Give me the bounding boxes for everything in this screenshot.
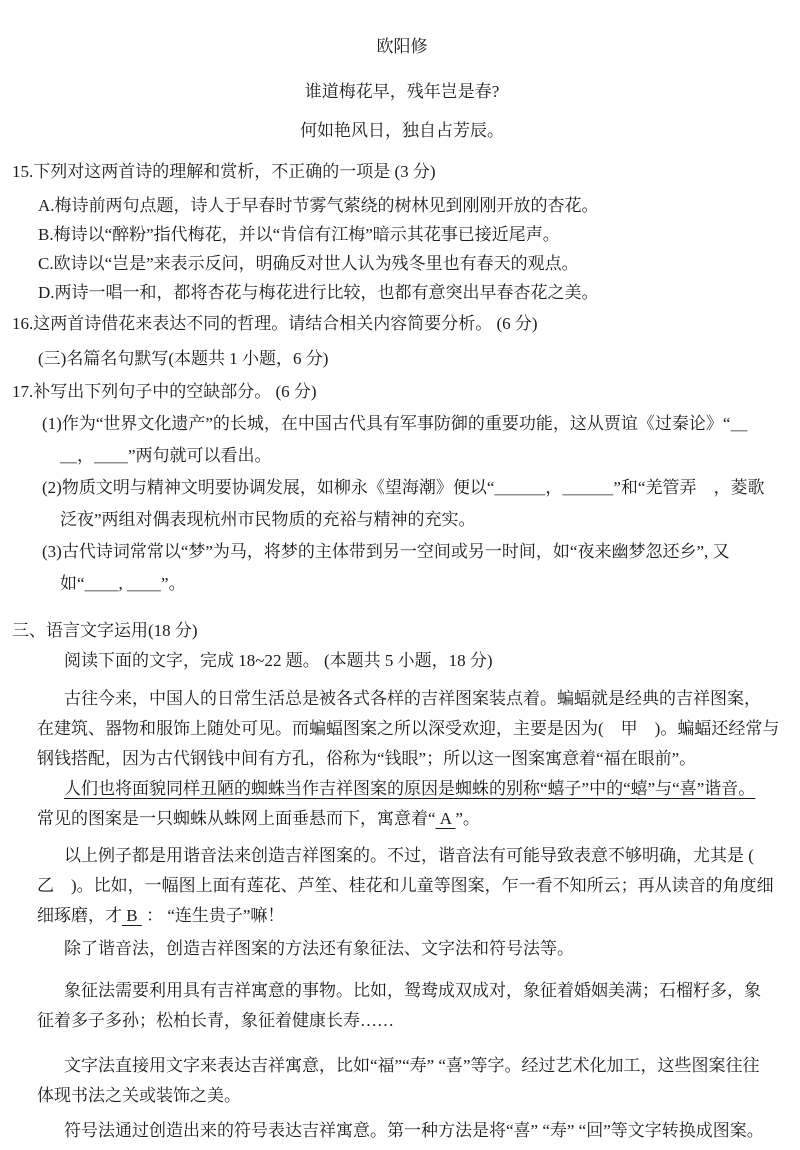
poem-author: 欧阳修 (376, 37, 428, 56)
poem-line-2: 何如艳风日，独自占芳辰。 (300, 121, 504, 140)
paragraph-3-line-2: 乙 )。比如，一幅图上面有莲花、芦笙、桂花和儿童等图案，乍一看不知所云；再从读音的角度细 (37, 876, 774, 895)
section-3-header: (三)名篇名句默写(本题共 1 小题，6 分) (38, 349, 329, 368)
part-3-intro: 阅读下面的文字，完成 18~22 题。 (本题共 5 小题，18 分) (64, 651, 493, 670)
question-15-option-d: D.两诗一唱一和，都将杏花与梅花进行比较，也都有意突出早春杏花之美。 (38, 283, 599, 302)
question-17-item-1-line-2: ＿，＿＿”两句就可以看出。 (60, 446, 272, 465)
paragraph-1-line-2: 在建筑、器物和服饰上随处可见。而蝙蝠图案之所以深受欢迎，主要是因为( 甲 )。蝙蝠还经常与 (37, 719, 780, 738)
paragraph-3-line-1: 以上例子都是用谐音法来创造吉祥图案的。不过，谐音法有可能导致表意不够明确，尤其是 ( (64, 846, 754, 865)
question-16-stem: 16.这两首诗借花来表达不同的哲理。请结合相关内容简要分析。 (6 分) (12, 314, 538, 333)
question-17-item-1-line-1: (1)作为“世界文化遗产”的长城，在中国古代具有军事防御的重要功能，这从贾谊《过秦论》“＿ (42, 414, 748, 433)
question-17-stem: 17.补写出下列句子中的空缺部分。 (6 分) (12, 382, 317, 401)
poem-line-1: 谁道梅花早，残年岂是春? (304, 82, 500, 101)
paragraph-4: 除了谐音法，创造吉祥图案的方法还有象征法、文字法和符号法等。 (64, 939, 574, 958)
paragraph-3-line-3-suffix: ： “连生贵子”嘛！ (141, 906, 285, 925)
paragraph-6-line-1: 文字法直接用文字来表达吉祥寓意，比如“福”“寿” “喜”等字。经过艺术化加工，这些图案往往 (64, 1056, 760, 1075)
paragraph-5-line-1: 象征法需要利用具有吉祥寓意的事物。比如，鸳鸯成双成对，象征着婚姻美满；石榴籽多，象 (64, 981, 761, 1000)
paragraph-2-line-2 (37, 804, 792, 834)
paragraph-2-underlined-sentence: 人们也将面貌同样丑陋的蜘蛛当作吉祥图案的原因是蜘蛛的别称“蟢子”中的“蟢”与“喜”谐音。 (64, 779, 756, 798)
question-17-item-3-line-1: (3)古代诗词常常以“梦”为马，将梦的主体带到另一空间或另一时间，如“夜来幽梦忽还乡”, 又 (42, 542, 730, 561)
question-17-item-2-line-2: 泛夜”两组对偶表现杭州市民物质的充裕与精神的充实。 (60, 510, 476, 529)
paragraph-7: 符号法通过创造出来的符号表达吉祥寓意。第一种方法是将“喜” “寿” “回”等文字转换成图案。 (64, 1121, 764, 1140)
part-3-header: 三、语言文字运用(18 分) (12, 621, 198, 640)
paragraph-2-line-2-prefix: 常见的图案是一只蜘蛛从蛛网上面垂悬而下，寓意着“ (37, 809, 436, 828)
paragraph-2-line-2-suffix: ”。 (455, 809, 480, 828)
blank-b: B (122, 906, 142, 925)
paragraph-3-line-3-prefix: 细琢磨，才 (37, 906, 122, 925)
question-15-stem: 15.下列对这两首诗的理解和赏析，不正确的一项是 (3 分) (12, 162, 436, 181)
question-15-option-c: C.欧诗以“岂是”来表示反问，明确反对世人认为残冬里也有春天的观点。 (38, 254, 579, 273)
paragraph-1-line-1: 古往今来，中国人的日常生活总是被各式各样的吉祥图案装点着。蝙蝠就是经典的吉祥图案， (64, 689, 761, 708)
paragraph-1-line-3: 钢钱搭配，因为古代钢钱中间有方孔，俗称为“钱眼”；所以这一图案寓意着“福在眼前”。 (37, 749, 697, 768)
question-15-option-a: A.梅诗前两句点题，诗人于早春时节雾气萦绕的树林见到刚刚开放的杏花。 (38, 196, 599, 215)
question-17-item-3-line-2: 如“＿＿, ＿＿”。 (60, 574, 186, 593)
blank-a: A (435, 809, 456, 828)
question-15-option-b: B.梅诗以“醉粉”指代梅花，并以“肯信有江梅”暗示其花事已接近尾声。 (38, 225, 560, 244)
paragraph-3-line-3 (37, 901, 792, 931)
paragraph-5-line-2: 征着多子多孙；松柏长青，象征着健康长寿…… (37, 1011, 394, 1030)
question-17-item-2-line-1: (2)物质文明与精神文明要协调发展，如柳永《望海潮》便以“＿＿＿，＿＿＿”和“羌管弄 ，菱歌 (42, 478, 765, 497)
paragraph-6-line-2: 体现书法之关或装饰之美。 (37, 1086, 241, 1105)
